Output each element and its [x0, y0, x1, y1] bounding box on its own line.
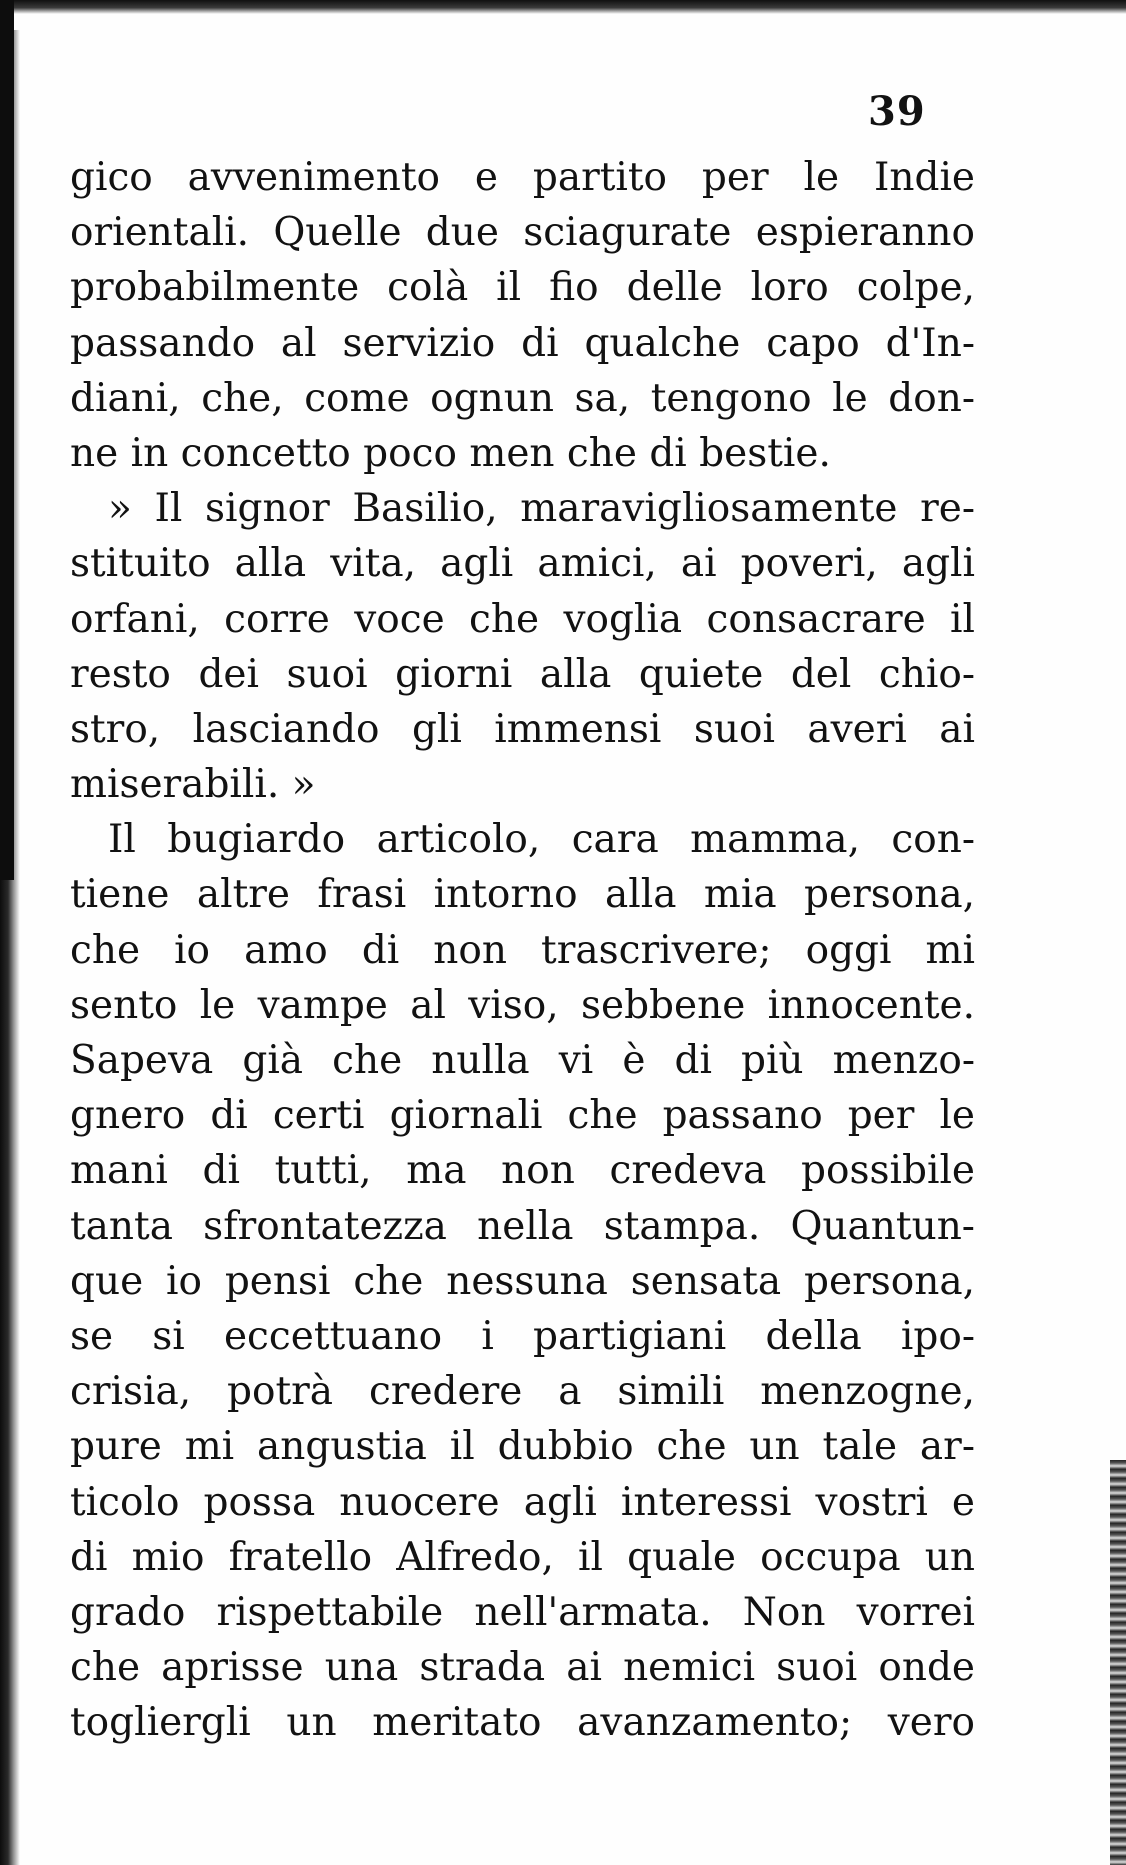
text-line: tanta sfrontatezza nella stampa. Quantun- [70, 1203, 975, 1249]
scan-binding-shadow [0, 0, 14, 880]
text-line: passando al servizio di qualche capo d'In- [70, 320, 975, 366]
text-line: mani di tutti, ma non credeva possibile [70, 1148, 975, 1194]
scan-top-edge [0, 0, 1126, 14]
text-line: miserabili. » [70, 762, 316, 808]
scan-right-edge [1110, 1460, 1126, 1865]
text-line: se si eccettuano i partigiani della ipo- [70, 1313, 975, 1359]
text-line: ne in concetto poco men che di bestie. [70, 430, 831, 476]
text-line: diani, che, come ognun sa, tengono le don- [70, 375, 975, 421]
text-line: togliergli un meritato avanzamento; vero [70, 1700, 975, 1746]
text-line: resto dei suoi giorni alla quiete del chio- [70, 651, 975, 697]
text-line: » Il signor Basilio, maravigliosamente re- [108, 486, 975, 532]
body-text [70, 150, 975, 1750]
text-line: que io pensi che nessuna sensata persona, [70, 1258, 975, 1304]
text-line: grado rispettabile nell'armata. Non vorrei [70, 1589, 975, 1635]
text-line: ticolo possa nuocere agli interessi vostri e [70, 1479, 975, 1525]
text-line: che aprisse una strada ai nemici suoi onde [70, 1645, 975, 1691]
text-line: gico avvenimento e partito per le Indie [70, 155, 975, 200]
text-line: stro, lasciando gli immensi suoi averi ai [70, 706, 975, 752]
text-line: gnero di certi giornali che passano per le [70, 1093, 975, 1139]
text-line: sento le vampe al viso, sebbene innocente. [70, 982, 975, 1028]
text-line: Il bugiardo articolo, cara mamma, con- [108, 817, 975, 863]
text-line: pure mi angustia il dubbio che un tale ar- [70, 1424, 975, 1470]
text-line: stituito alla vita, agli amici, ai poveri, agli [70, 541, 975, 587]
text-line: orfani, corre voce che voglia consacrare il [70, 596, 975, 642]
text-line: crisia, potrà credere a simili menzogne, [70, 1369, 975, 1415]
text-line: tiene altre frasi intorno alla mia persona, [70, 872, 975, 918]
text-line: di mio fratello Alfredo, il quale occupa un [70, 1534, 975, 1580]
text-line: Sapeva già che nulla vi è di più menzo- [70, 1038, 975, 1083]
text-line: probabilmente colà il fio delle loro colpe, [70, 265, 975, 311]
page-number: 39 [868, 88, 926, 135]
text-line: che io amo di non trascrivere; oggi mi [70, 927, 975, 973]
text-line: orientali. Quelle due sciagurate espieranno [70, 210, 975, 256]
